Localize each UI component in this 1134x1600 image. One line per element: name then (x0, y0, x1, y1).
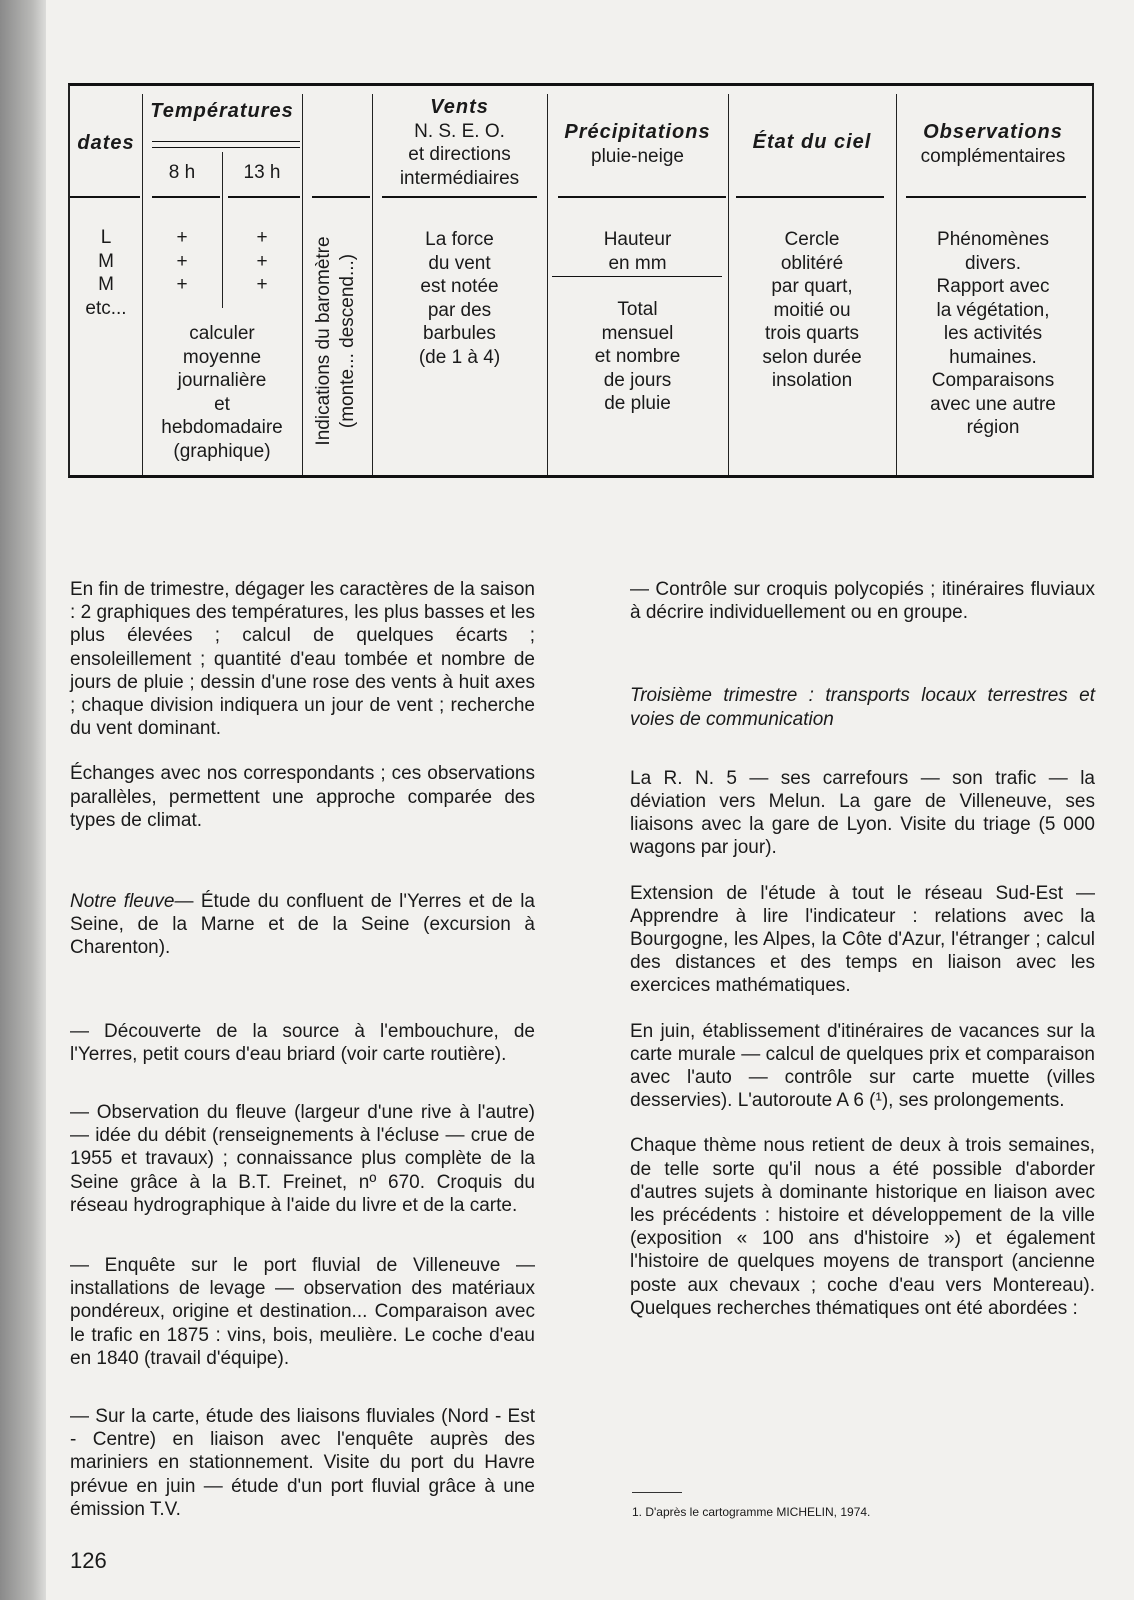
plus-mark: + (176, 227, 188, 248)
divider (228, 196, 300, 198)
weather-table (68, 83, 1094, 478)
obs-line: humaines. (949, 346, 1037, 368)
paragraph: — Enquête sur le port fluvial de Villeneuve — installations de levage — observation des matériaux pondéreux, origine et destination... Comparaison avec le trafic en 1875 : vins, bois, meulière. Le coche d'eau en 1840 (travail d'équipe). (70, 1255, 535, 1369)
obs-line: les activités (943, 323, 1043, 344)
note-line: hebdomadaire (161, 417, 283, 438)
etat-line: Cercle (784, 229, 840, 250)
footnote-rule (632, 1492, 682, 1493)
divider (382, 196, 537, 198)
vents-sub: intermédiaires (399, 167, 520, 189)
vents-sub: N. S. E. O. (414, 120, 505, 142)
note-line: (graphique) (173, 440, 271, 462)
obs-line: région (966, 417, 1020, 438)
date-row: L (100, 227, 112, 248)
observations-body (896, 228, 1090, 440)
precip-line: mensuel (601, 322, 674, 344)
barometer-column (306, 211, 366, 471)
paragraph: La R. N. 5 — ses carrefours — son trafic — la déviation vers Melun. La gare de Villeneuve, ses liaisons avec la gare de Lyon. Visite du triage (5 000 wagons par jour). (630, 767, 1095, 859)
temperature-note (142, 322, 302, 463)
barometer-label: Indications du baromètre (313, 236, 334, 446)
precip-line: Total (617, 299, 658, 320)
plus-mark: + (176, 274, 188, 295)
header-observations (896, 121, 1090, 168)
vents-sub: et directions (408, 144, 511, 165)
divider (152, 196, 220, 198)
header-8h: 8 h (168, 162, 196, 183)
header-etat-ciel: État du ciel (752, 131, 872, 153)
note-line: et (214, 393, 230, 415)
note-line: calculer (189, 323, 255, 344)
obs-line: Rapport avec (936, 276, 1050, 297)
divider (736, 196, 884, 198)
plus-mark: + (256, 227, 268, 248)
paragraph: — Observation du fleuve (largeur d'une rive à l'autre) — idée du débit (renseignements à l'écluse — crue de 1955 et travaux) ; connaissance plus complète de la Seine grâce à la B.T. Freinet, nº 670. Croquis du réseau hydrographique à l'aide du livre et de la carte. (70, 1102, 535, 1216)
etat-line: moitié ou (773, 299, 851, 321)
vents-body (372, 228, 547, 369)
section-title: Notre fleuve (70, 891, 175, 913)
plus-mark: + (256, 274, 268, 295)
obs-sub: complémentaires (920, 145, 1066, 167)
vents-line: par des (427, 299, 492, 321)
barometer-sub: (monte... descend...) (337, 253, 358, 429)
divider (302, 94, 303, 475)
vents-line: est notée (420, 276, 499, 297)
scan-edge (0, 0, 46, 1600)
paragraph: — Contrôle sur croquis polycopiés ; itinéraires fluviaux à décrire individuellement ou en groupe. (630, 579, 1095, 624)
precip-line: en mm (608, 252, 667, 274)
divider (70, 196, 140, 198)
etat-line: insolation (771, 370, 853, 391)
header-13h: 13 h (243, 162, 281, 183)
header-temperatures: Températures (150, 100, 294, 122)
temp-8h-marks (142, 226, 222, 297)
paragraph: En fin de trimestre, dégager les caractères de la saison : 2 graphiques des températures, les plus basses et les plus élevées ; calcul de quelques écarts ; ensoleillement ; quantité d'eau tombée et nombre de jours de pluie ; dessin d'une rose des vents à huit axes ; chaque division indiquera un jour de vent ; recherche du vent dominant. (70, 579, 535, 740)
page-number: 126 (70, 1548, 107, 1573)
precip-title: Précipitations (564, 121, 711, 143)
paragraph: Extension de l'étude à tout le réseau Sud-Est — Apprendre à lire l'indicateur : relations avec la Bourgogne, les Alpes, la Côte d'Azur, l'étranger ; calcul des distances et des temps en liaison avec les exercices mathématiques. (630, 882, 1095, 997)
obs-line: la végétation, (936, 299, 1050, 321)
etat-line: oblitéré (780, 252, 844, 274)
paragraph: Échanges avec nos correspondants ; ces observations parallèles, permettent une approche comparée des types de climat. (70, 763, 535, 831)
paragraph: Chaque thème nous retient de deux à trois semaines, de telle sorte qu'il nous a été possible d'aborder d'autres sujets à dominante historique en liaison avec les précédents : histoire et développement de la ville (exposition « 100 ans d'histoire ») et également l'histoire de quelques moyens de transport (ancienne poste aux chevaux ; coche d'eau vers Montereau). Quelques recherches thématiques ont été abordées : (630, 1135, 1095, 1319)
temp-13h-marks (222, 226, 302, 297)
note-line: moyenne (182, 346, 262, 368)
right-column (630, 578, 1095, 1320)
obs-line: Phénomènes (937, 229, 1049, 250)
plus-mark: + (256, 250, 268, 272)
precip-line: Hauteur (603, 229, 672, 250)
vents-line: La force (425, 229, 494, 250)
vents-line: barbules (423, 323, 496, 344)
date-row: M (98, 274, 114, 295)
divider (558, 196, 726, 198)
footnote: 1. D'après le cartogramme MICHELIN, 1974. (632, 1505, 871, 1519)
plus-mark: + (176, 250, 188, 272)
precip-line: de jours (603, 369, 672, 391)
precip-line: de pluie (604, 393, 671, 414)
dates-list (70, 226, 142, 320)
header-dates: dates (77, 132, 135, 154)
divider (552, 276, 722, 277)
paragraph (70, 890, 535, 960)
header-vents (372, 96, 547, 190)
precip-body1 (547, 228, 728, 275)
vents-line: (de 1 à 4) (418, 346, 501, 368)
precip-body2 (547, 298, 728, 416)
etat-line: selon durée (762, 346, 862, 368)
paragraph: — Découverte de la source à l'embouchure, de l'Yerres, petit cours d'eau briard (voir carte routière). (70, 1020, 535, 1065)
obs-line: divers. (965, 252, 1021, 274)
header-precipitations (547, 121, 728, 168)
paragraph-text: — Étude du confluent de l'Yerres et de la Seine, de la Marne et de la Seine (excursion à Charenton). (70, 891, 535, 959)
vents-title: Vents (430, 96, 489, 118)
date-row: M (98, 250, 114, 272)
precip-line: et nombre (594, 346, 681, 367)
note-line: journalière (177, 370, 267, 391)
section-title: Troisième trimestre : transports locaux terrestres et voies de communication (630, 685, 1095, 730)
divider (152, 141, 300, 142)
precip-sub: pluie-neige (591, 145, 684, 167)
etat-line: trois quarts (765, 323, 859, 344)
obs-line: Comparaisons (931, 370, 1055, 391)
etat-body (728, 228, 896, 393)
etat-line: par quart, (771, 276, 853, 297)
obs-line: avec une autre (930, 393, 1056, 415)
divider (312, 196, 370, 198)
obs-title: Observations (923, 121, 1063, 143)
divider (906, 196, 1086, 198)
divider (152, 147, 300, 148)
left-column (70, 578, 535, 1521)
paragraph: En juin, établissement d'itinéraires de vacances sur la carte murale — calcul de quelques prix et comparaison avec l'auto — contrôle sur carte muette (villes desservies). L'autoroute A 6 (¹), ses prolongements. (630, 1020, 1095, 1112)
vents-line: du vent (428, 252, 491, 274)
paragraph: — Sur la carte, étude des liaisons fluviales (Nord - Est - Centre) en liaison avec l'enquête auprès des mariniers en stationnement. Visite du port du Havre prévue en juin — étude d'un port fluvial grâce à une émission T.V. (70, 1406, 535, 1520)
date-row: etc... (85, 297, 127, 319)
